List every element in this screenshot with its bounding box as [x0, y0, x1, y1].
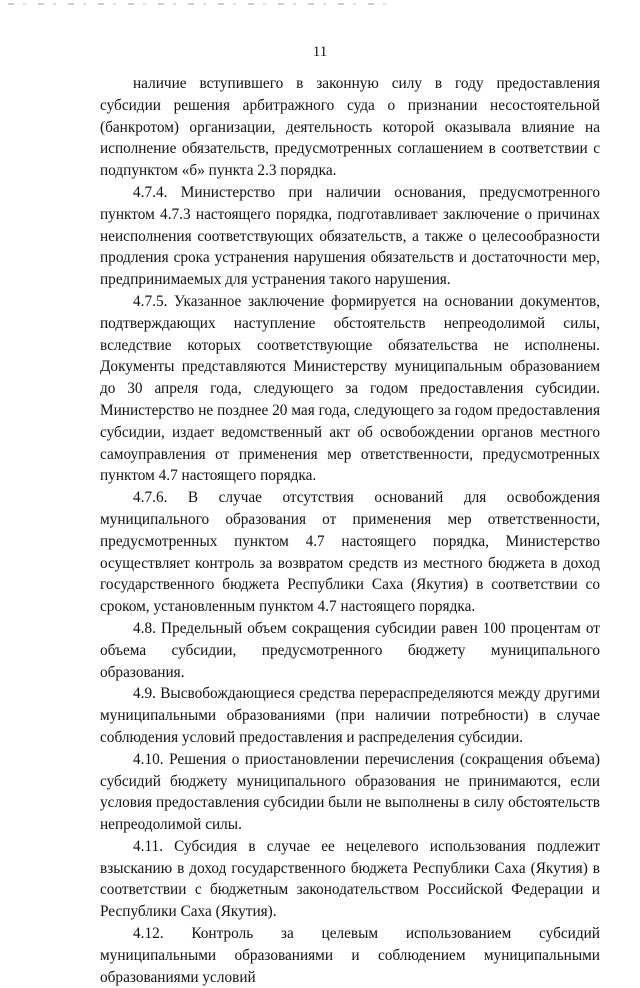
paragraph-4-7-6: 4.7.6. В случае отсутствия оснований для освобождения муниципального образования от применения мер ответственности, предусмотренных пунктом 4.7 настоящего порядка, Министерство осуществляет контроль за возвратом средств из местного бюджета в доход государственного бюджета Республики Саха (Якутия) в соответствии со сроком, установленным пунктом 4.7 настоящего порядка. [100, 489, 600, 616]
paragraph-4-7-5: 4.7.5. Указанное заключение формируется на основании документов, подтверждающих наступление обстоятельств непреодолимой силы, вследствие которых соответствующие обязательства не исполнены. Документы представляются Министерству муниципальным образованием до 30 апреля года, следующего за годом предоставления субсидии. Министерство не позднее 20 мая года, следующего за годом предоставления субсидии, издает ведомственный акт об освобождении органов местного самоуправления от применения мер ответственности, предусмотренных пунктом 4.7 настоящего порядка. [100, 292, 600, 485]
paragraph-4-7-4: 4.7.4. Министерство при наличии основания, предусмотренного пунктом 4.7.3 настоящего порядка, подготавливает заключение о причинах неисполнения соответствующих обязательств, а также о целесообразности продления срока устранения нарушения обязательств и достаточности мер, предпринимаемых для устранения такого нарушения. [100, 183, 600, 289]
page-number: 11 [312, 44, 328, 60]
paragraph-4-12: 4.12. Контроль за целевым использованием субсидий муниципальными образованиями и соблюдением муниципальными образованиями условий [100, 925, 600, 986]
paragraph-4-8: 4.8. Предельный объем сокращения субсидии равен 100 процентам от объема субсидии, предусмотренного бюджету муниципального образования. [100, 619, 600, 681]
paragraph-4-9: 4.9. Высвобождающиеся средства перераспределяются между другими муниципальными образованиями (при наличии потребности) в случае соблюдения условий предоставления и распределения субсидии. [100, 685, 600, 746]
paragraph-4-11: 4.11. Субсидия в случае ее нецелевого использования подлежит взысканию в доход государственного бюджета Республики Саха (Якутия) в соответствии с бюджетным законодательством Российской Федерации и Республики Саха (Якутия). [100, 837, 600, 921]
paragraph-4-10: 4.10. Решения о приостановлении перечисления (сокращения объема) субсидий бюджету муниципального образования не принимаются, если условия предоставления субсидии были не выполнены в силу обстоятельств непреодолимой силы. [100, 750, 600, 834]
paragraph-continuation: наличие вступившего в законную силу в году предоставления субсидии решения арбитражного суда о признании несостоятельной (банкротом) организации, деятельность которой оказывала влияние на исполнение обязательств, предусмотренных соглашением в соответствии с подпунктом «б» пункта 2.3 порядка. [100, 75, 600, 180]
scan-artifact [8, 3, 398, 5]
document-body [100, 73, 600, 988]
